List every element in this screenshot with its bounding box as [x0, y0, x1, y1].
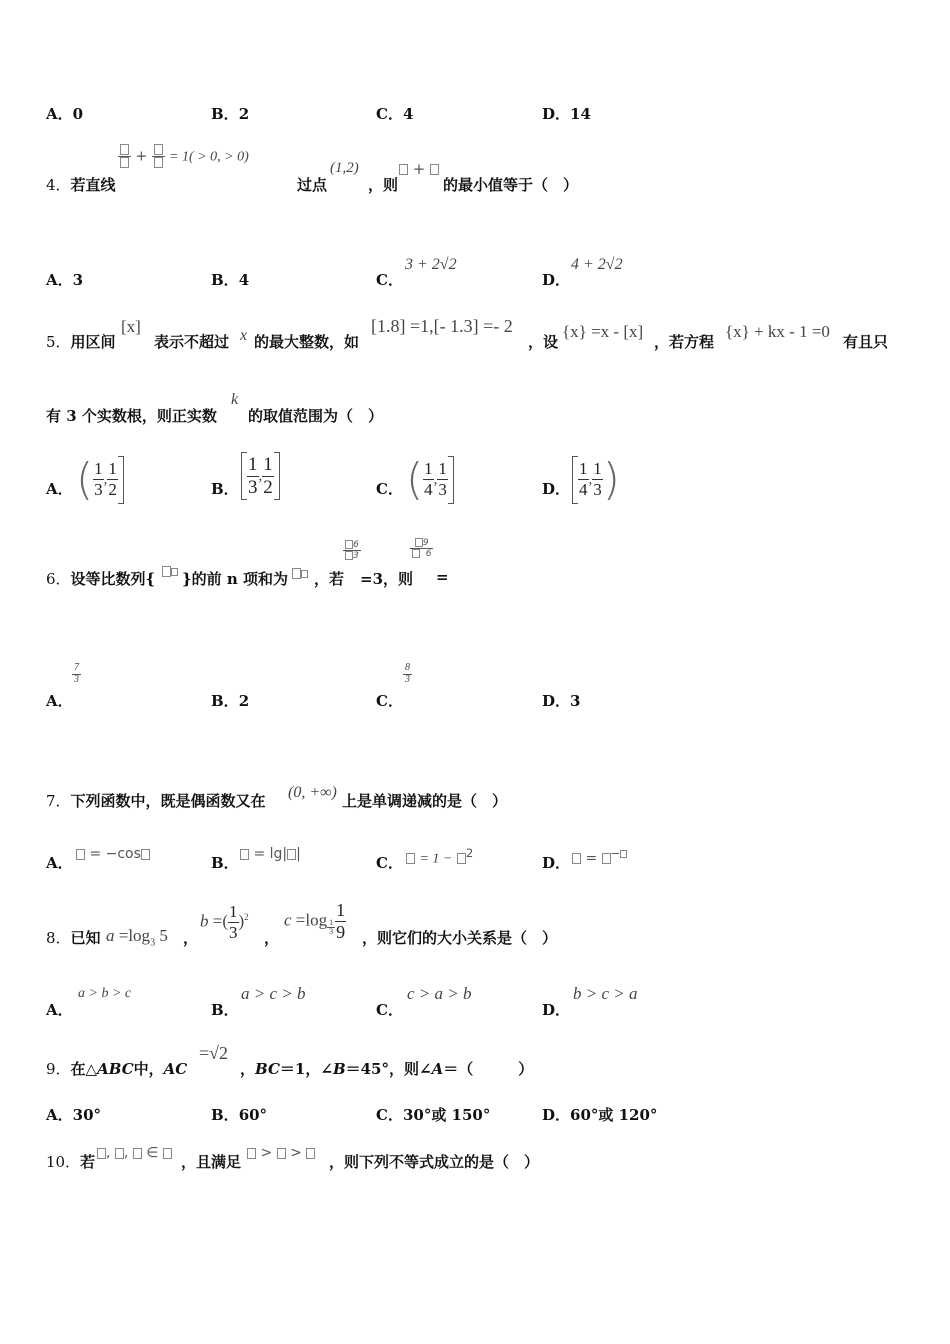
q4-point: (1,2) — [330, 160, 359, 176]
q9-stem-rest: ，BC＝1，∠B＝45°，则∠A＝（ ） — [240, 1060, 534, 1078]
q6-option-c-value: $\frac{8}{3}$ — [405, 662, 410, 685]
q5-definition: {x} =x - [x] — [562, 322, 644, 341]
q8-a-def: $a =\log_3$ 5 — [106, 926, 168, 949]
q5-var-k: k — [231, 391, 239, 408]
q8-option-d-value: b > c > a — [573, 984, 638, 1003]
q4-option-b: B．4 — [211, 271, 250, 289]
q7-stem: 7．下列函数中，既是偶函数又在 — [46, 792, 266, 810]
q5-option-a-value: ( $\frac{1}{3}$ , $\frac{1}{2}$ — [76, 454, 124, 505]
q4-option-d-value: 4 + 2√2 — [571, 256, 623, 273]
q7-option-a-value: = −cos — [76, 846, 150, 862]
q5-option-b-value: $\frac{1}{3}$ , $\frac{1}{2}$ — [241, 452, 280, 500]
q10-stem: 10．若 — [46, 1153, 96, 1171]
q7-option-d-value: = − — [572, 846, 627, 867]
q5-text-max-int: 的最大整数，如 — [254, 333, 360, 351]
q9-option-d: D．60°或 120° — [542, 1106, 658, 1124]
q8-c-def: c =log $_{\frac{1}{3}}$ $\frac{1}{9}$ — [284, 900, 346, 942]
q6-stem: 6．设等比数列{ — [46, 570, 156, 588]
q5-option-d-value: $\frac{1}{4}$ , $\frac{1}{3}$ ) — [572, 454, 620, 505]
q9-stem: 9．在△ABC中，AC — [46, 1060, 188, 1078]
q10-set-membership: , , ∈ — [97, 1145, 172, 1161]
q9-option-a: A．30° — [46, 1106, 102, 1124]
q6-option-a-label: A． — [46, 692, 73, 710]
q4-stem: 4．若直线 — [46, 176, 116, 194]
q4-expression: + — [399, 160, 439, 178]
q9-option-c: C．30°或 150° — [376, 1106, 491, 1124]
q3-option-d: D．14 — [542, 105, 591, 123]
q4-line-equation: + = 1( > 0, > 0) — [118, 144, 249, 169]
q8-option-d-label: D． — [542, 1001, 571, 1019]
q5-text-equation: ，若方程 — [654, 333, 715, 351]
q5-option-d-label: D． — [542, 480, 571, 498]
q5-text-let: ，设 — [528, 333, 559, 351]
q10-inequality: > > — [247, 1145, 315, 1161]
q5-var-x: x — [240, 327, 248, 344]
q6-seq-symbol — [162, 562, 178, 580]
q8-b-def: b =( $\frac{1}{3}$ )$^2$ — [200, 902, 249, 942]
q3-option-c: C．4 — [376, 105, 414, 123]
q7-option-c-value: = 1 − $^2$ — [406, 846, 473, 868]
q5-option-c-value: ( $\frac{1}{4}$ , $\frac{1}{3}$ — [406, 454, 454, 505]
q8-comma-2: ， — [264, 929, 280, 947]
q8-stem: 8．已知 — [46, 929, 101, 947]
q5-line2-end: 的取值范围为（ ） — [248, 407, 384, 425]
q5-option-c-label: C． — [376, 480, 403, 498]
q3-option-b: B．2 — [211, 105, 250, 123]
q6-sum-symbol — [292, 564, 308, 582]
q6-text-sum: }的前 n 项和为 — [182, 570, 288, 588]
q6-condition: =3，则 — [360, 570, 414, 588]
q8-option-b-label: B． — [211, 1001, 239, 1019]
q8-option-b-value: a > c > b — [241, 984, 306, 1003]
q9-option-b: B．60° — [211, 1106, 268, 1124]
q6-ratio-s9-s6: $\frac{9}{6}$ — [410, 538, 433, 560]
q7-option-b-value: = lg| | — [240, 846, 301, 862]
q7-option-d-label: D． — [542, 854, 571, 872]
q7-text-decreasing: 上是单调递减的是（ ） — [342, 792, 508, 810]
q5-floor-x: [x] — [121, 317, 141, 336]
q8-comma-1: ， — [183, 929, 199, 947]
q9-sqrt2: =√2 — [199, 1043, 229, 1063]
q8-option-a-value: a > b > c — [78, 986, 132, 1001]
q6-equals: = — [436, 568, 449, 586]
q7-interval: (0, +∞) — [288, 784, 337, 801]
q7-option-a-label: A． — [46, 854, 73, 872]
q5-text-only: 有且只 — [843, 333, 889, 351]
q3-option-a: A．0 — [46, 105, 84, 123]
q5-option-b-label: B． — [211, 480, 239, 498]
q6-text-if: ，若 — [314, 570, 345, 588]
q4-option-d: D． — [542, 271, 571, 289]
q4-option-c-value: 3 + 2√2 — [405, 256, 457, 273]
q8-text-compare: ，则它们的大小关系是（ ） — [362, 929, 558, 947]
q5-stem: 5．用区间 — [46, 333, 116, 351]
q8-option-c-value: c > a > b — [407, 984, 472, 1003]
q4-option-a: A．3 — [46, 271, 84, 289]
q5-text-not-exceed: 表示不超过 — [154, 333, 230, 351]
q5-option-a-label: A． — [46, 480, 73, 498]
q4-option-c: C． — [376, 271, 403, 289]
q6-option-b: B．2 — [211, 692, 250, 710]
q6-option-a-value: $\frac{7}{3}$ — [74, 662, 79, 685]
q10-text-satisfy: ，且满足 — [181, 1153, 242, 1171]
q6-option-d: D．3 — [542, 692, 581, 710]
q4-text-then: ，则 — [368, 176, 399, 194]
q4-text-through: 过点 — [297, 176, 328, 194]
q6-option-c-label: C． — [376, 692, 403, 710]
q10-text-question: ，则下列不等式成立的是（ ） — [329, 1153, 540, 1171]
q8-option-c-label: C． — [376, 1001, 403, 1019]
q8-option-a-label: A． — [46, 1001, 73, 1019]
q7-option-b-label: B． — [211, 854, 239, 872]
q7-option-c-label: C． — [376, 854, 403, 872]
q5-equation: {x} + kx - 1 =0 — [725, 322, 830, 341]
q5-example: [1.8] =1,[- 1.3] =- 2 — [371, 316, 513, 336]
q6-ratio-s6-s3: $\frac{6}{3}$ — [343, 540, 361, 562]
q5-line2: 有 3 个实数根，则正实数 — [46, 407, 217, 425]
q4-text-min: 的最小值等于（ ） — [443, 176, 579, 194]
